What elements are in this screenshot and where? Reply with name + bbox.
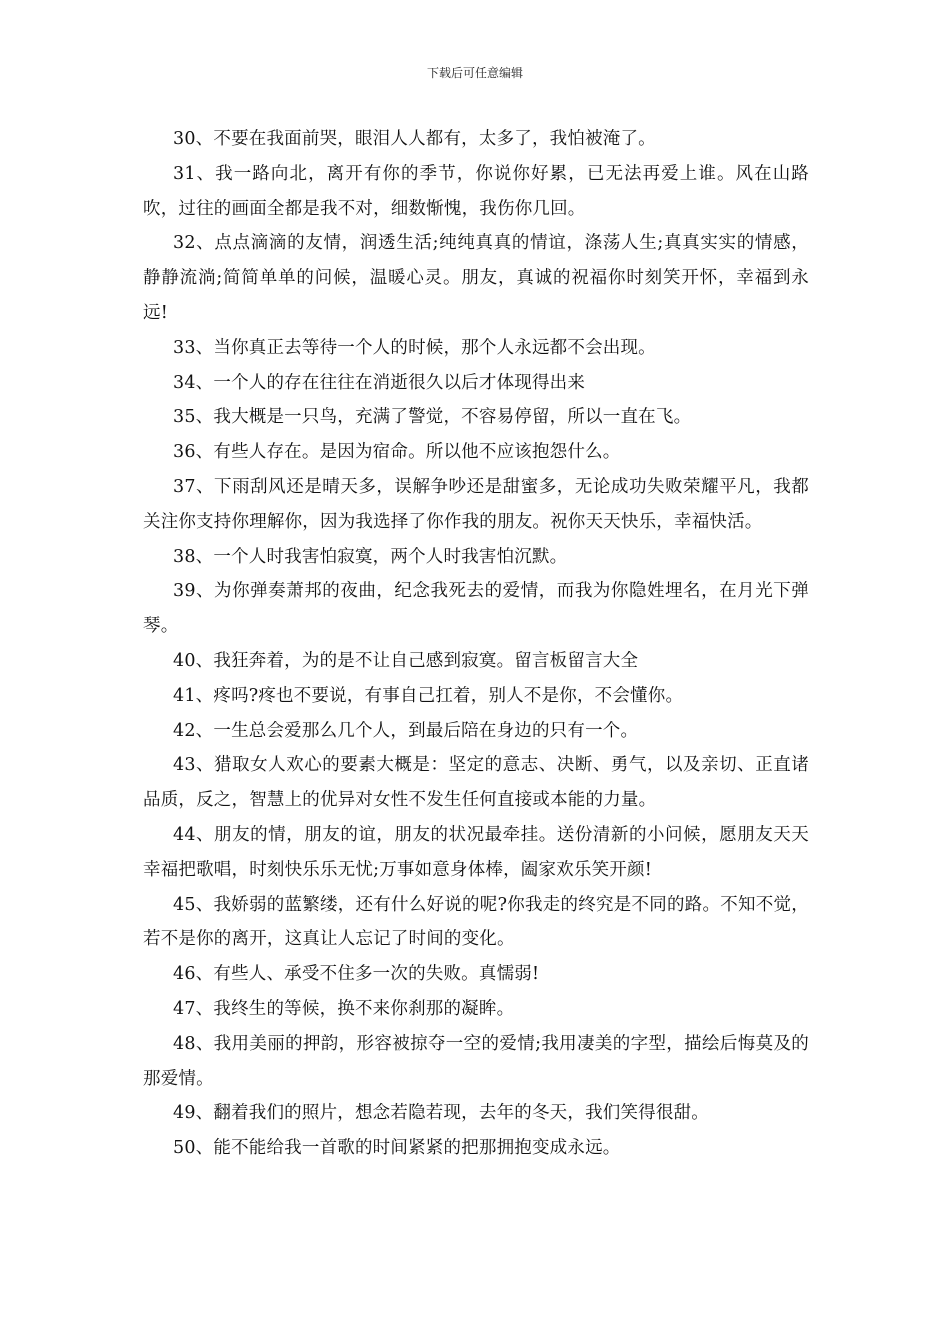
paragraph-44: 44、朋友的情，朋友的谊，朋友的状况最牵挂。送份清新的小问候，愿朋友天天幸福把歌唱，时刻快乐乐无忧;万事如意身体棒，阖家欢乐笑开颜! bbox=[143, 824, 809, 880]
paragraph-45: 45、我娇弱的蓝繁缕，还有什么好说的呢?你我走的终究是不同的路。不知不觉，若不是你的离开，这真让人忘记了时间的变化。 bbox=[143, 894, 809, 950]
paragraph-31: 31、我一路向北，离开有你的季节，你说你好累，已无法再爱上谁。风在山路吹，过往的画面全都是我不对，细数惭愧，我伤你几回。 bbox=[143, 163, 809, 219]
paragraph-50: 50、能不能给我一首歌的时间紧紧的把那拥抱变成永远。 bbox=[173, 1138, 621, 1159]
paragraph-34: 34、一个人的存在往往在消逝很久以后才体现得出来 bbox=[173, 372, 586, 393]
paragraph-46: 46、有些人、承受不住多一次的失败。真懦弱! bbox=[173, 964, 540, 985]
paragraph-40: 40、我狂奔着，为的是不让自己感到寂寞。留言板留言大全 bbox=[173, 650, 639, 671]
paragraph-35: 35、我大概是一只鸟，充满了警觉，不容易停留，所以一直在飞。 bbox=[173, 407, 692, 428]
document-body bbox=[143, 122, 809, 1166]
page-header: 下载后可任意编辑 bbox=[426, 66, 523, 80]
paragraph-42: 42、一生总会爱那么几个人，到最后陪在身边的只有一个。 bbox=[173, 720, 639, 741]
paragraph-38: 38、一个人时我害怕寂寞，两个人时我害怕沉默。 bbox=[173, 546, 568, 567]
paragraph-36: 36、有些人存在。是因为宿命。所以他不应该抱怨什么。 bbox=[173, 442, 621, 463]
paragraph-43: 43、猎取女人欢心的要素大概是：坚定的意志、决断、勇气，以及亲切、正直诸品质，反之，智慧上的优异对女性不发生任何直接或本能的力量。 bbox=[143, 755, 809, 811]
paragraph-32: 32、点点滴滴的友情，润透生活;纯纯真真的情谊，涤荡人生;真真实实的情感，静静流淌;简简单单的问候，温暖心灵。朋友，真诚的祝福你时刻笑开怀，幸福到永远! bbox=[143, 233, 809, 323]
paragraph-37: 37、下雨刮风还是晴天多，误解争吵还是甜蜜多，无论成功失败荣耀平凡，我都关注你支持你理解你，因为我选择了你作我的朋友。祝你天天快乐，幸福快活。 bbox=[143, 476, 809, 532]
paragraph-47: 47、我终生的等候，换不来你刹那的凝眸。 bbox=[173, 998, 515, 1019]
paragraph-30: 30、不要在我面前哭，眼泪人人都有，太多了，我怕被淹了。 bbox=[173, 129, 656, 149]
paragraph-33: 33、当你真正去等待一个人的时候，那个人永远都不会出现。 bbox=[173, 337, 656, 358]
paragraph-39: 39、为你弹奏萧邦的夜曲，纪念我死去的爱情，而我为你隐姓埋名，在月光下弹琴。 bbox=[143, 581, 809, 637]
paragraph-49: 49、翻着我们的照片，想念若隐若现，去年的冬天，我们笑得很甜。 bbox=[173, 1103, 709, 1124]
paragraph-48: 48、我用美丽的押韵，形容被掠夺一空的爱情;我用凄美的字型，描绘后悔莫及的那爱情。 bbox=[143, 1033, 809, 1089]
paragraph-41: 41、疼吗?疼也不要说，有事自己扛着，别人不是你，不会懂你。 bbox=[173, 685, 684, 706]
